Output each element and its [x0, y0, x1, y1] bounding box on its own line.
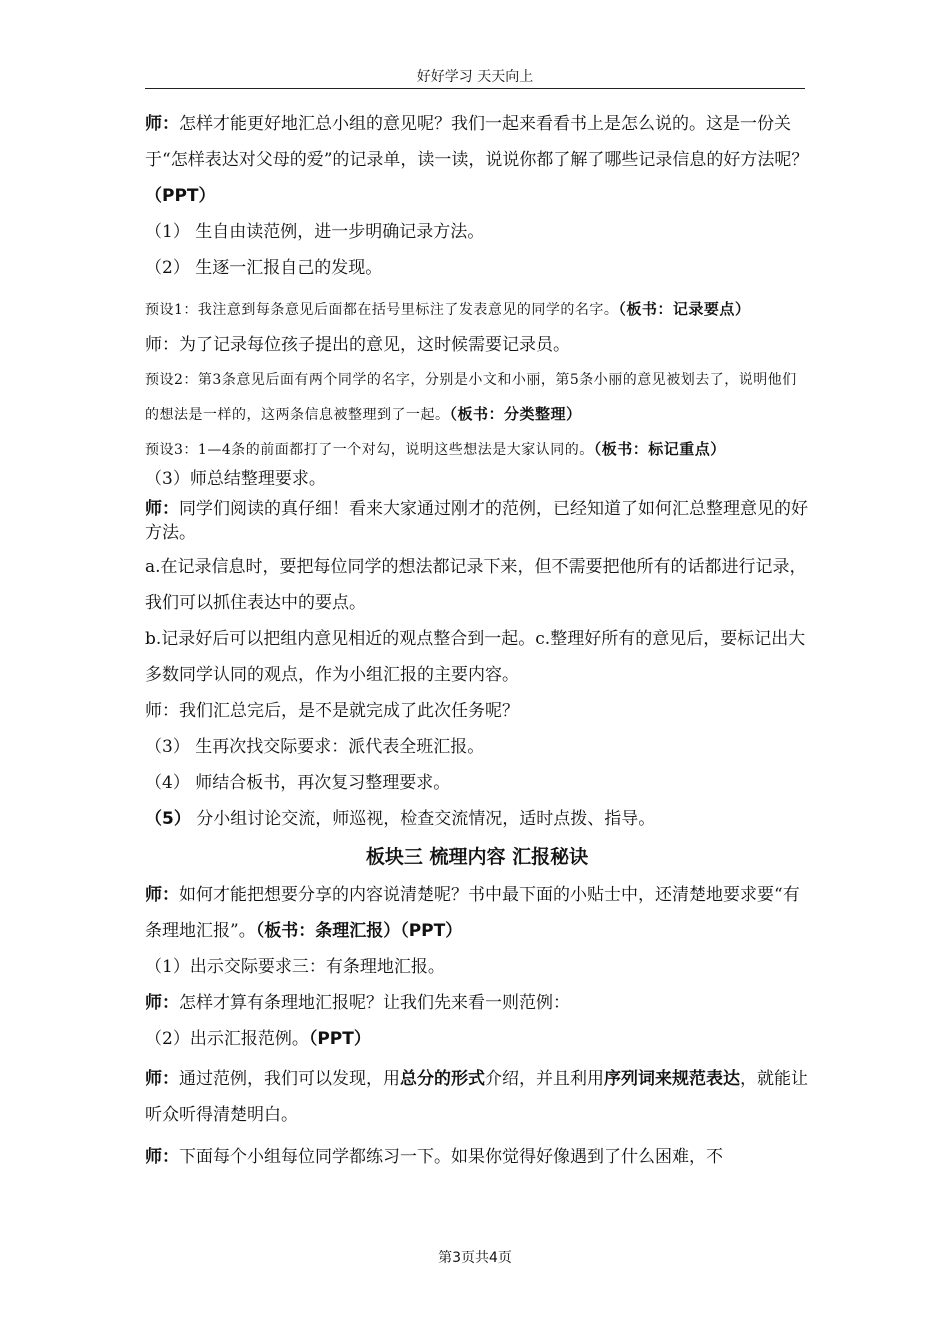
- paragraph-text: 通过范例，我们可以发现，用: [179, 1069, 400, 1089]
- speaker-label: 师：: [145, 1069, 179, 1089]
- speaker-label: 师：: [145, 993, 179, 1013]
- teacher-line: 师：我们汇总完后，是不是就完成了此次任务呢？: [145, 701, 519, 721]
- preset-text: 预设2：第3条意见后面有两个同学的名字，分别是小文和小丽，第5条小丽的意见被划去了，说明他们的想法是一样的，这两条信息被整理到了一起。: [145, 372, 797, 423]
- emphasis-text: 序列词来规范表达: [604, 1069, 740, 1089]
- board-note: （板书：标记重点）: [593, 440, 726, 458]
- method-bc: b.记录好后可以把组内意见相近的观点整合到一起。c.整理好所有的意见后，要标记出大多数同学认同的观点，作为小组汇报的主要内容。: [145, 629, 806, 685]
- paragraph-text: ，就能让听众听得清楚明白。: [145, 1069, 808, 1125]
- list-item: （3）师总结整理要求。: [145, 469, 326, 489]
- board-note: （板书：记录要点）: [618, 300, 751, 318]
- paragraph-text: 同学们阅读的真仔细！看来大家通过刚才的范例，已经知道了如何汇总整理意见的好方法。: [145, 499, 808, 543]
- paragraph-text: 下面每个小组每位同学都练习一下。如果你觉得好像遇到了什么困难，不: [179, 1147, 723, 1167]
- list-item: （1） 生自由读范例，进一步明确记录方法。: [145, 222, 485, 242]
- paragraph-teacher-6: [145, 1139, 809, 1175]
- ppt-note: （PPT）: [400, 921, 463, 941]
- board-note: （板书：分类整理）: [449, 405, 582, 423]
- paragraph-text: 怎样才能更好地汇总小组的意见呢？我们一起来看看书上是怎么说的。这是一份关于“怎样表达对父母的爱”的记录单，读一读，说说你都了解了哪些记录信息的好方法呢？: [145, 114, 809, 170]
- list-item: [145, 801, 809, 837]
- preset-text: 预设3：1—4条的前面都打了一个对勾，说明这些想法是大家认同的。: [145, 442, 594, 458]
- page-number: 第3页共4页: [438, 1250, 512, 1266]
- list-number: （5）: [145, 809, 191, 829]
- list-text: （2）出示汇报范例。: [145, 1029, 309, 1049]
- paragraph-text: 怎样才算有条理地汇报呢？让我们先来看一则范例：: [179, 993, 570, 1013]
- paragraph-teacher-2: [145, 497, 809, 545]
- board-note: （板书：条理汇报）: [255, 921, 401, 941]
- list-item: （3） 生再次找交际要求：派代表全班汇报。: [145, 737, 485, 757]
- paragraph-text: 如何才能把想要分享的内容说清楚呢？书中最下面的小贴士中，还清楚地要求要“有条理地汇报”。: [145, 885, 800, 941]
- speaker-label: 师：: [145, 1147, 179, 1167]
- list-item: （4） 师结合板书，再次复习整理要求。: [145, 773, 451, 793]
- page-header: 好好学习 天天向上: [416, 69, 534, 85]
- paragraph-text: 介绍，并且利用: [485, 1069, 604, 1089]
- paragraph-teacher-4: [145, 985, 809, 1021]
- paragraph-teacher-3: [145, 877, 809, 949]
- method-a: a.在记录信息时，要把每位同学的想法都记录下来，但不需要把他所有的话都进行记录，我们可以抓住表达中的要点。: [145, 557, 807, 613]
- preset-1: [145, 292, 809, 327]
- speaker-label: 师：: [145, 114, 179, 134]
- header-rule: [145, 88, 805, 89]
- emphasis-text: 总分的形式: [400, 1069, 485, 1089]
- paragraph-teacher-5: [145, 1061, 809, 1133]
- preset-3: [145, 432, 809, 467]
- document-body: [145, 106, 809, 1175]
- preset-text: 预设1：我注意到每条意见后面都在括号里标注了发表意见的同学的名字。: [145, 302, 619, 318]
- paragraph-teacher-1: [145, 106, 809, 214]
- list-item: （2） 生逐一汇报自己的发现。: [145, 258, 383, 278]
- teacher-line: 师：为了记录每位孩子提出的意见，这时候需要记录员。: [145, 335, 570, 355]
- section-heading: 板块三 梳理内容 汇报秘诀: [365, 846, 589, 868]
- speaker-label: 师：: [145, 499, 179, 519]
- list-text: 分小组讨论交流，师巡视，检查交流情况，适时点拨、指导。: [190, 809, 656, 829]
- list-item: （1）出示交际要求三：有条理地汇报。: [145, 957, 445, 977]
- ppt-note: （PPT）: [308, 1029, 371, 1049]
- list-item: [145, 1021, 809, 1057]
- preset-2: [145, 363, 809, 432]
- speaker-label: 师：: [145, 885, 179, 905]
- ppt-note: （PPT）: [145, 186, 216, 206]
